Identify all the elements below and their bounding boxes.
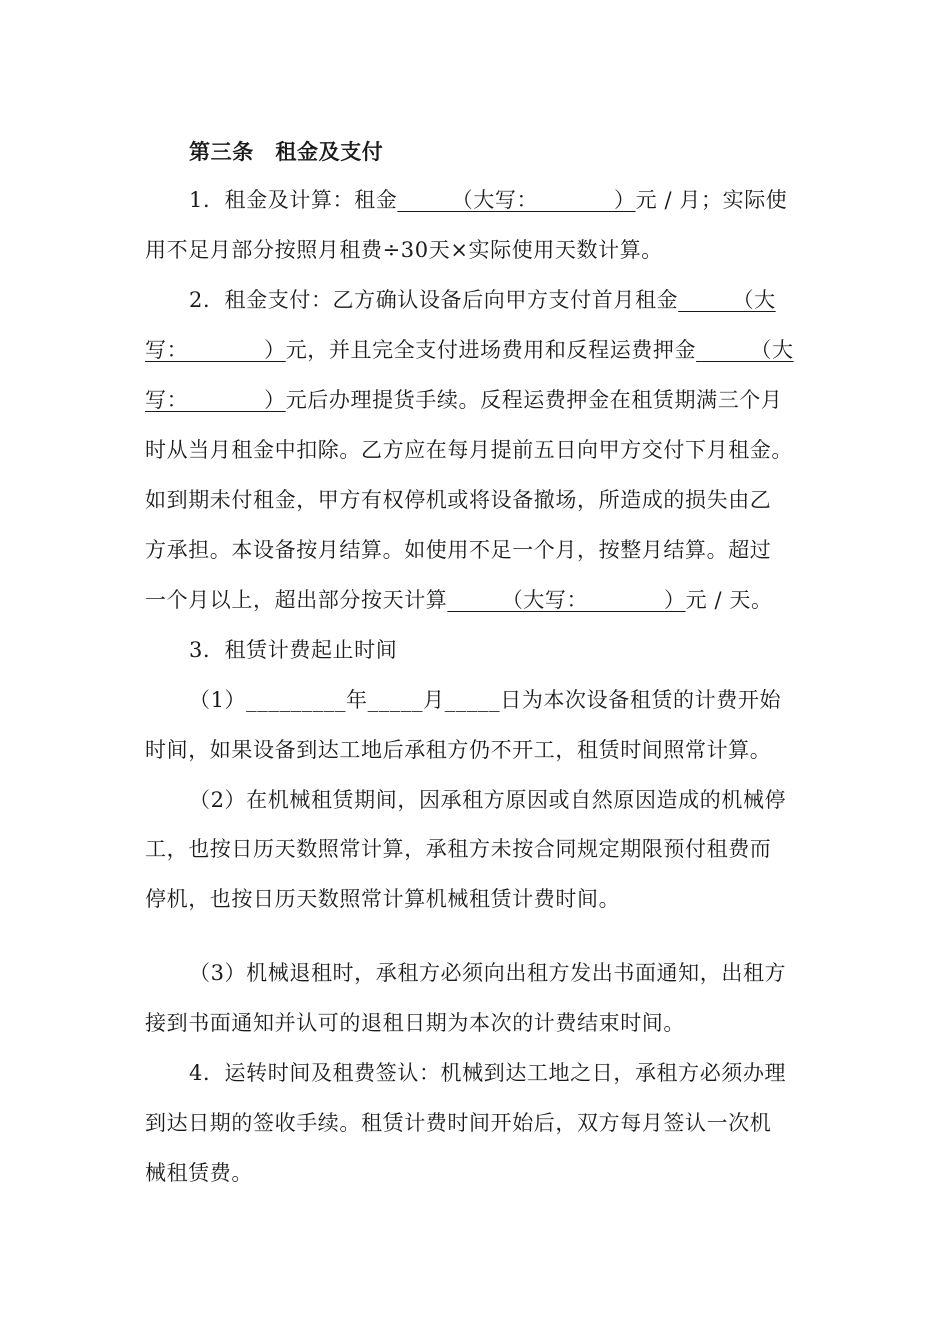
paragraph-line: [145, 235, 663, 265]
fill-blank: （大: [696, 338, 794, 362]
paragraph-line: [145, 585, 773, 615]
line-text: 用不足月部分按照月租费÷30天×实际使用天数计算。: [145, 238, 663, 262]
line-text: 元后办理提货手续。反程运费押金在租赁期满三个月: [285, 388, 783, 412]
line-text: 到达日期的签收手续。租赁计费时间开始后，双方每月签认一次机: [145, 1111, 772, 1135]
paragraph-line: [145, 1108, 771, 1138]
fill-blank: （大: [678, 288, 776, 312]
line-text: 工，也按日历天数照常计算，承租方未按合同规定期限预付租费而: [145, 837, 772, 861]
section-title: 第三条 租金及支付: [189, 139, 384, 164]
line-text: （1）_________年_____月_____日为本次设备租赁的计费开始: [189, 688, 782, 712]
line-text: 元，并且完全支付进场费用和反程运费押金: [285, 338, 697, 362]
paragraph-line: [189, 635, 397, 665]
line-text: 停机，也按日历天数照常计算机械租赁计费时间。: [145, 887, 621, 911]
paragraph-line: [145, 834, 771, 864]
paragraph-line: [145, 535, 771, 565]
line-text: 时间，如果设备到达工地后承租方仍不开工，租赁时间照常计算。: [145, 738, 772, 762]
line-text: 械租赁费。: [145, 1161, 253, 1185]
line-text: 2．租金支付：乙方确认设备后向甲方支付首月租金: [189, 288, 679, 312]
line-text: 元 / 月；实际使: [635, 188, 788, 212]
fill-blank: 写： ）: [145, 388, 286, 412]
line-text: 方承担。本设备按月结算。如使用不足一个月，按整月结算。超过: [145, 538, 772, 562]
line-text: 4．运转时间及租费签认：机械到达工地之日，承租方必须办理: [189, 1061, 787, 1085]
paragraph-line: [145, 735, 771, 765]
paragraph-line: [145, 335, 794, 365]
paragraph-line: [145, 435, 793, 465]
paragraph-line: [145, 1008, 685, 1038]
paragraph-line: [145, 1158, 253, 1188]
fill-blank: （大写： ）: [397, 188, 636, 212]
line-text: （3）机械退租时，承租方必须向出租方发出书面通知，出租方: [189, 961, 787, 985]
line-text: 元 / 天。: [685, 588, 773, 612]
line-text: 时从当月租金中扣除。乙方应在每月提前五日向甲方交付下月租金。: [145, 438, 793, 462]
line-text: （2）在机械租赁期间，因承租方原因或自然原因造成的机械停: [189, 788, 787, 812]
paragraph-line: [189, 185, 787, 215]
paragraph-line: [189, 685, 781, 715]
fill-blank: 写： ）: [145, 338, 286, 362]
paragraph-line: [189, 1058, 786, 1088]
paragraph-line: [189, 285, 776, 315]
line-text: 一个月以上，超出部分按天计算: [145, 588, 448, 612]
paragraph-line: [145, 485, 771, 515]
paragraph-line: [189, 785, 786, 815]
line-text: 如到期未付租金，甲方有权停机或将设备撤场，所造成的损失由乙: [145, 488, 772, 512]
paragraph-line: [189, 958, 786, 988]
fill-blank: （大写： ）: [447, 588, 686, 612]
line-text: 3．租赁计费起止时间: [189, 638, 398, 662]
line-text: 接到书面通知并认可的退租日期为本次的计费结束时间。: [145, 1011, 685, 1035]
line-text: 1．租金及计算：租金: [189, 188, 398, 212]
paragraph-line: [145, 385, 783, 415]
paragraph-line: [145, 884, 620, 914]
